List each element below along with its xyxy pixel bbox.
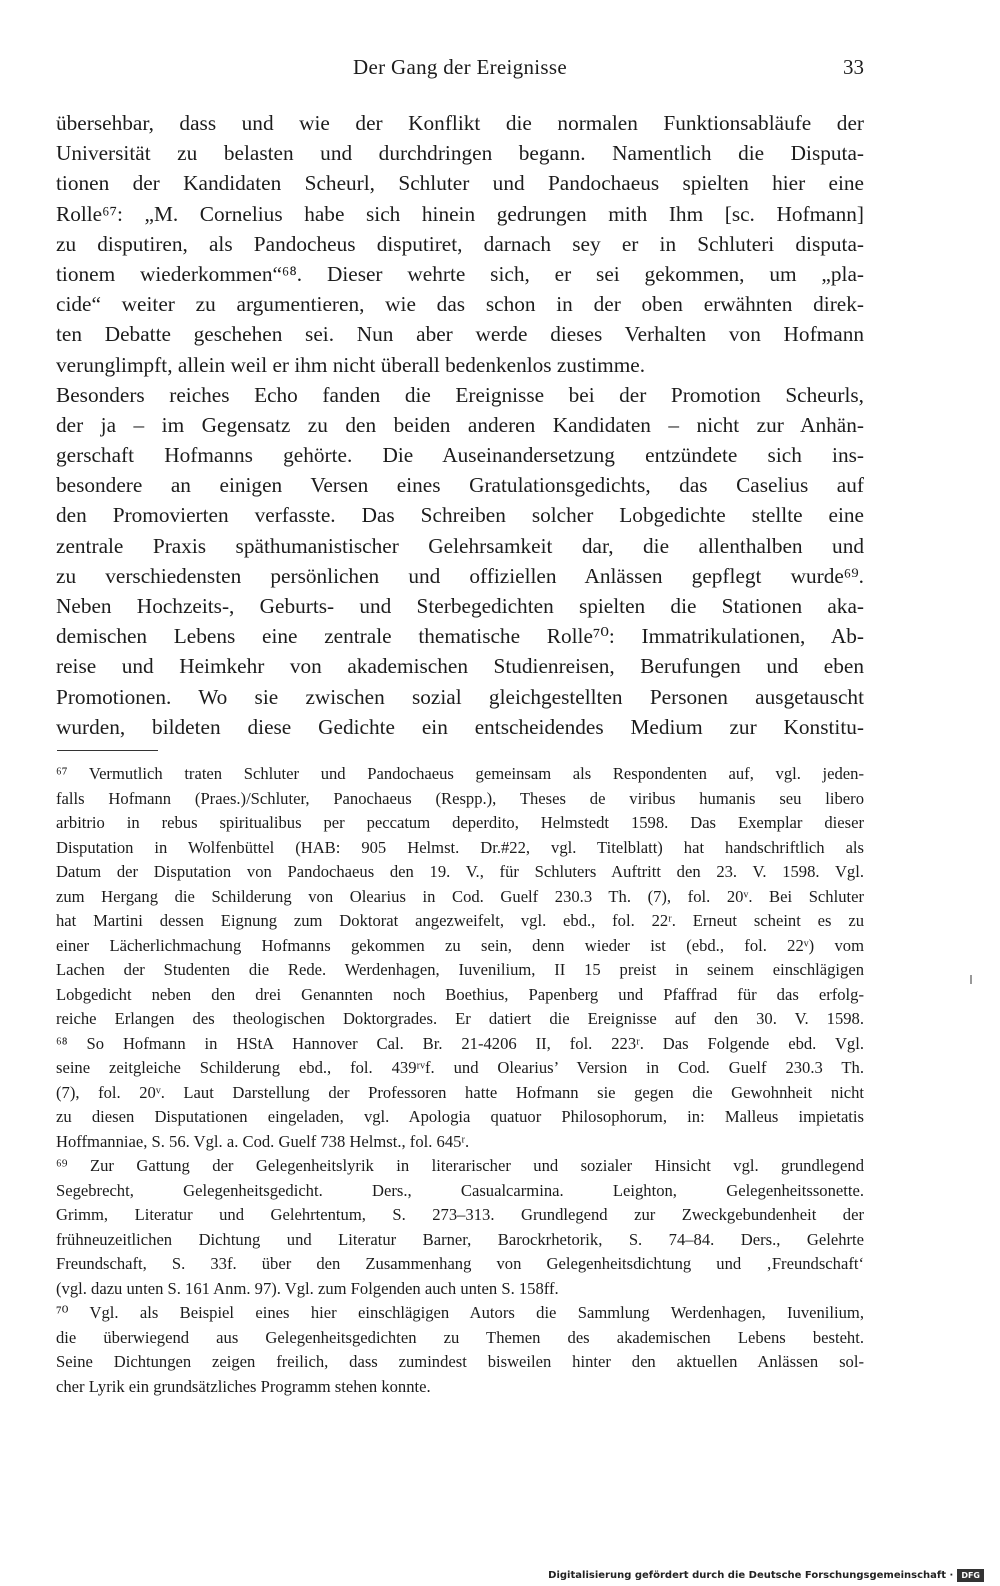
text-line: Promotionen. Wo sie zwischen sozial gleichgestellten Personen ausgetauscht [56, 684, 864, 709]
footnote-line: arbitrio in rebus spiritualibus per peccatum deperdito, Helmstedt 1598. Das Exemplar dieser [56, 813, 864, 832]
footnote-line: Segebrecht, Gelegenheitsgedicht. Ders., Casualcarmina. Leighton, Gelegenheitssonette. [56, 1180, 864, 1200]
text-line: Besonders reiches Echo fanden die Ereignisse bei der Promotion Scheurls, [56, 382, 864, 407]
footnote-line: hat Martini dessen Eignung zum Doktorat angezweifelt, vgl. ebd., fol. 22ʳ. Erneut scheint es zu [56, 911, 864, 930]
footnote-line: zu diesen Disputationen eingeladen, vgl. Apologia quatuor Philosophorum, in: Malleus impietatis [56, 1107, 864, 1126]
text-line: besondere an einigen Versen eines Gratulationsgedichts, das Caselius auf [56, 473, 864, 498]
text-line: verunglimpft, allein weil er ihm nicht überall bedenkenlos zustimme. [56, 352, 646, 377]
text-line: demischen Lebens eine zentrale thematische Rolle⁷⁰: Immatrikulationen, Ab- [56, 624, 864, 649]
footnote-line: (7), fol. 20ᵛ. Laut Darstellung der Professoren hatte Hofmann sie gegen die Gewohnheit nicht [56, 1082, 864, 1102]
text-line: tionen der Kandidaten Scheurl, Schluter und Pandochaeus spielten hier eine [56, 171, 864, 196]
footnote-line: reiche Erlangen des theologischen Doktorgrades. Er datiert die Ereignisse auf den 30. V. 1598. [56, 1009, 864, 1028]
footnote-line: Lachen der Studenten die Rede. Werdenhagen, Iuvenilium, II 15 preist in seinem einschlägigen [56, 960, 864, 979]
footnote-line: falls Hofmann (Praes.)/Schluter, Panochaeus (Respp.), Theses de viribus humanis seu libero [56, 788, 864, 808]
page-header [56, 55, 864, 85]
text-line: ten Debatte geschehen sei. Nun aber werde dieses Verhalten von Hofmann [56, 322, 864, 347]
running-title: Der Gang der Ereignisse [353, 55, 567, 79]
footnote-line: Grimm, Literatur und Gelehrtentum, S. 273–313. Grundlegend zur Zweckgebundenheit der [56, 1205, 864, 1224]
text-line: cide“ weiter zu argumentieren, wie das schon in der oben erwähnten direk- [56, 292, 864, 317]
footnote-line: Freundschaft, S. 33f. über den Zusammenhang von Gelegenheitsdichtung und ‚Freundschaft‘ [56, 1254, 864, 1273]
footnote-separator [57, 750, 158, 751]
footnote-line: Lobgedicht neben den drei Genannten noch Boethius, Papenberg und Pfaffrad für das erfolg- [56, 984, 864, 1004]
footnote-line: seine zeitgleiche Schilderung ebd., fol. 439ʳᵛf. und Olearius’ Version in Cod. Guelf 230.3 Th. [56, 1058, 864, 1077]
text-line: tionem wiederkommen“⁶⁸. Dieser wehrte sich, er sei gekommen, um „pla- [56, 261, 864, 286]
text-line: übersehbar, dass und wie der Konflikt die normalen Funktionsabläufe der [56, 111, 864, 135]
text-line: zentrale Praxis späthumanistischer Gelehrsamkeit dar, die allenthalben und [56, 533, 864, 558]
footnote-line: (vgl. dazu unten S. 161 Anm. 97). Vgl. zum Folgenden auch unten S. 158ff. [56, 1278, 559, 1298]
main-text [56, 108, 864, 742]
text-line: reise und Heimkehr von akademischen Studienreisen, Berufungen und eben [56, 654, 864, 679]
footnote-line: zum Hergang die Schilderung von Olearius in Cod. Guelf 230.3 Th. (7), fol. 20ᵛ. Bei Schluter [56, 886, 864, 906]
dfg-logo: DFG [957, 1569, 984, 1582]
text-line: gerschaft Hofmanns gehörte. Die Auseinandersetzung entzündete sich ins- [56, 443, 864, 468]
text-line: wurden, bildeten diese Gedichte ein entscheidendes Medium zur Konstitu- [56, 714, 864, 739]
text-line: den Promovierten verfasste. Das Schreiben solcher Lobgedichte stellte eine [56, 503, 864, 528]
footnote-line: ⁶⁷ Vermutlich traten Schluter und Pandochaeus gemeinsam als Respondenten auf, vgl. jeden- [56, 764, 864, 783]
margin-mark [970, 975, 972, 984]
footnote-line: Datum der Disputation von Pandochaeus den 19. V., für Schluters Auftritt den 23. V. 1598. Vgl. [56, 862, 864, 881]
footer-text: Digitalisierung gefördert durch die Deutsche Forschungsgemeinschaft · [548, 1570, 954, 1581]
footnotes [56, 762, 864, 1399]
footnote-line: ⁷⁰ Vgl. als Beispiel eines hier einschlägigen Autors die Sammlung Werdenhagen, Iuvenilium, [56, 1303, 864, 1322]
footnote-line: einer Lächerlichmachung Hofmanns gekommen zu sein, denn wieder ist (ebd., fol. 22ᵛ) vom [56, 935, 864, 955]
text-line: Neben Hochzeits-, Geburts- und Sterbegedichten spielten die Stationen aka- [56, 594, 864, 618]
text-line: zu disputiren, als Pandocheus disputiret, darnach sey er in Schluteri disputa- [56, 231, 864, 256]
text-line: Universität zu belasten und durchdringen begann. Namentlich die Disputa- [56, 141, 864, 166]
footnote-line: Hoffmanniae, S. 56. Vgl. a. Cod. Guelf 738 Helmst., fol. 645ʳ. [56, 1131, 470, 1151]
footnote-line: ⁶⁹ Zur Gattung der Gelegenheitslyrik in literarischer und sozialer Hinsicht vgl. grundlegend [56, 1156, 864, 1175]
digitization-footer [548, 1569, 984, 1582]
footnote-line: Seine Dichtungen zeigen freilich, dass zumindest bisweilen hinter den aktuellen Anlässen sol- [56, 1352, 864, 1371]
text-line: zu verschiedensten persönlichen und offiziellen Anlässen gepflegt wurde⁶⁹. [56, 563, 864, 588]
footnote-line: cher Lyrik ein grundsätzliches Programm stehen konnte. [56, 1376, 431, 1396]
footnote-line: die überwiegend aus Gelegenheitsgedichten zu Themen des akademischen Lebens besteht. [56, 1327, 864, 1347]
footnote-line: ⁶⁸ So Hofmann in HStA Hannover Cal. Br. 21-4206 II, fol. 223ʳ. Das Folgende ebd. Vgl. [56, 1033, 864, 1053]
page-number: 33 [843, 55, 864, 79]
text-line: Rolle⁶⁷: „M. Cornelius habe sich hinein gedrungen mith Ihm [sc. Hofmann] [56, 201, 864, 226]
footnote-line: Disputation in Wolfenbüttel (HAB: 905 Helmst. Dr.#22, vgl. Titelblatt) hat handschriftlich als [56, 837, 864, 857]
text-line: der ja – im Gegensatz zu den beiden anderen Kandidaten – nicht zur Anhän- [56, 412, 864, 437]
footnote-line: frühneuzeitlichen Dichtung und Literatur Barner, Barockrhetorik, S. 74–84. Ders., Gelehrte [56, 1229, 864, 1249]
